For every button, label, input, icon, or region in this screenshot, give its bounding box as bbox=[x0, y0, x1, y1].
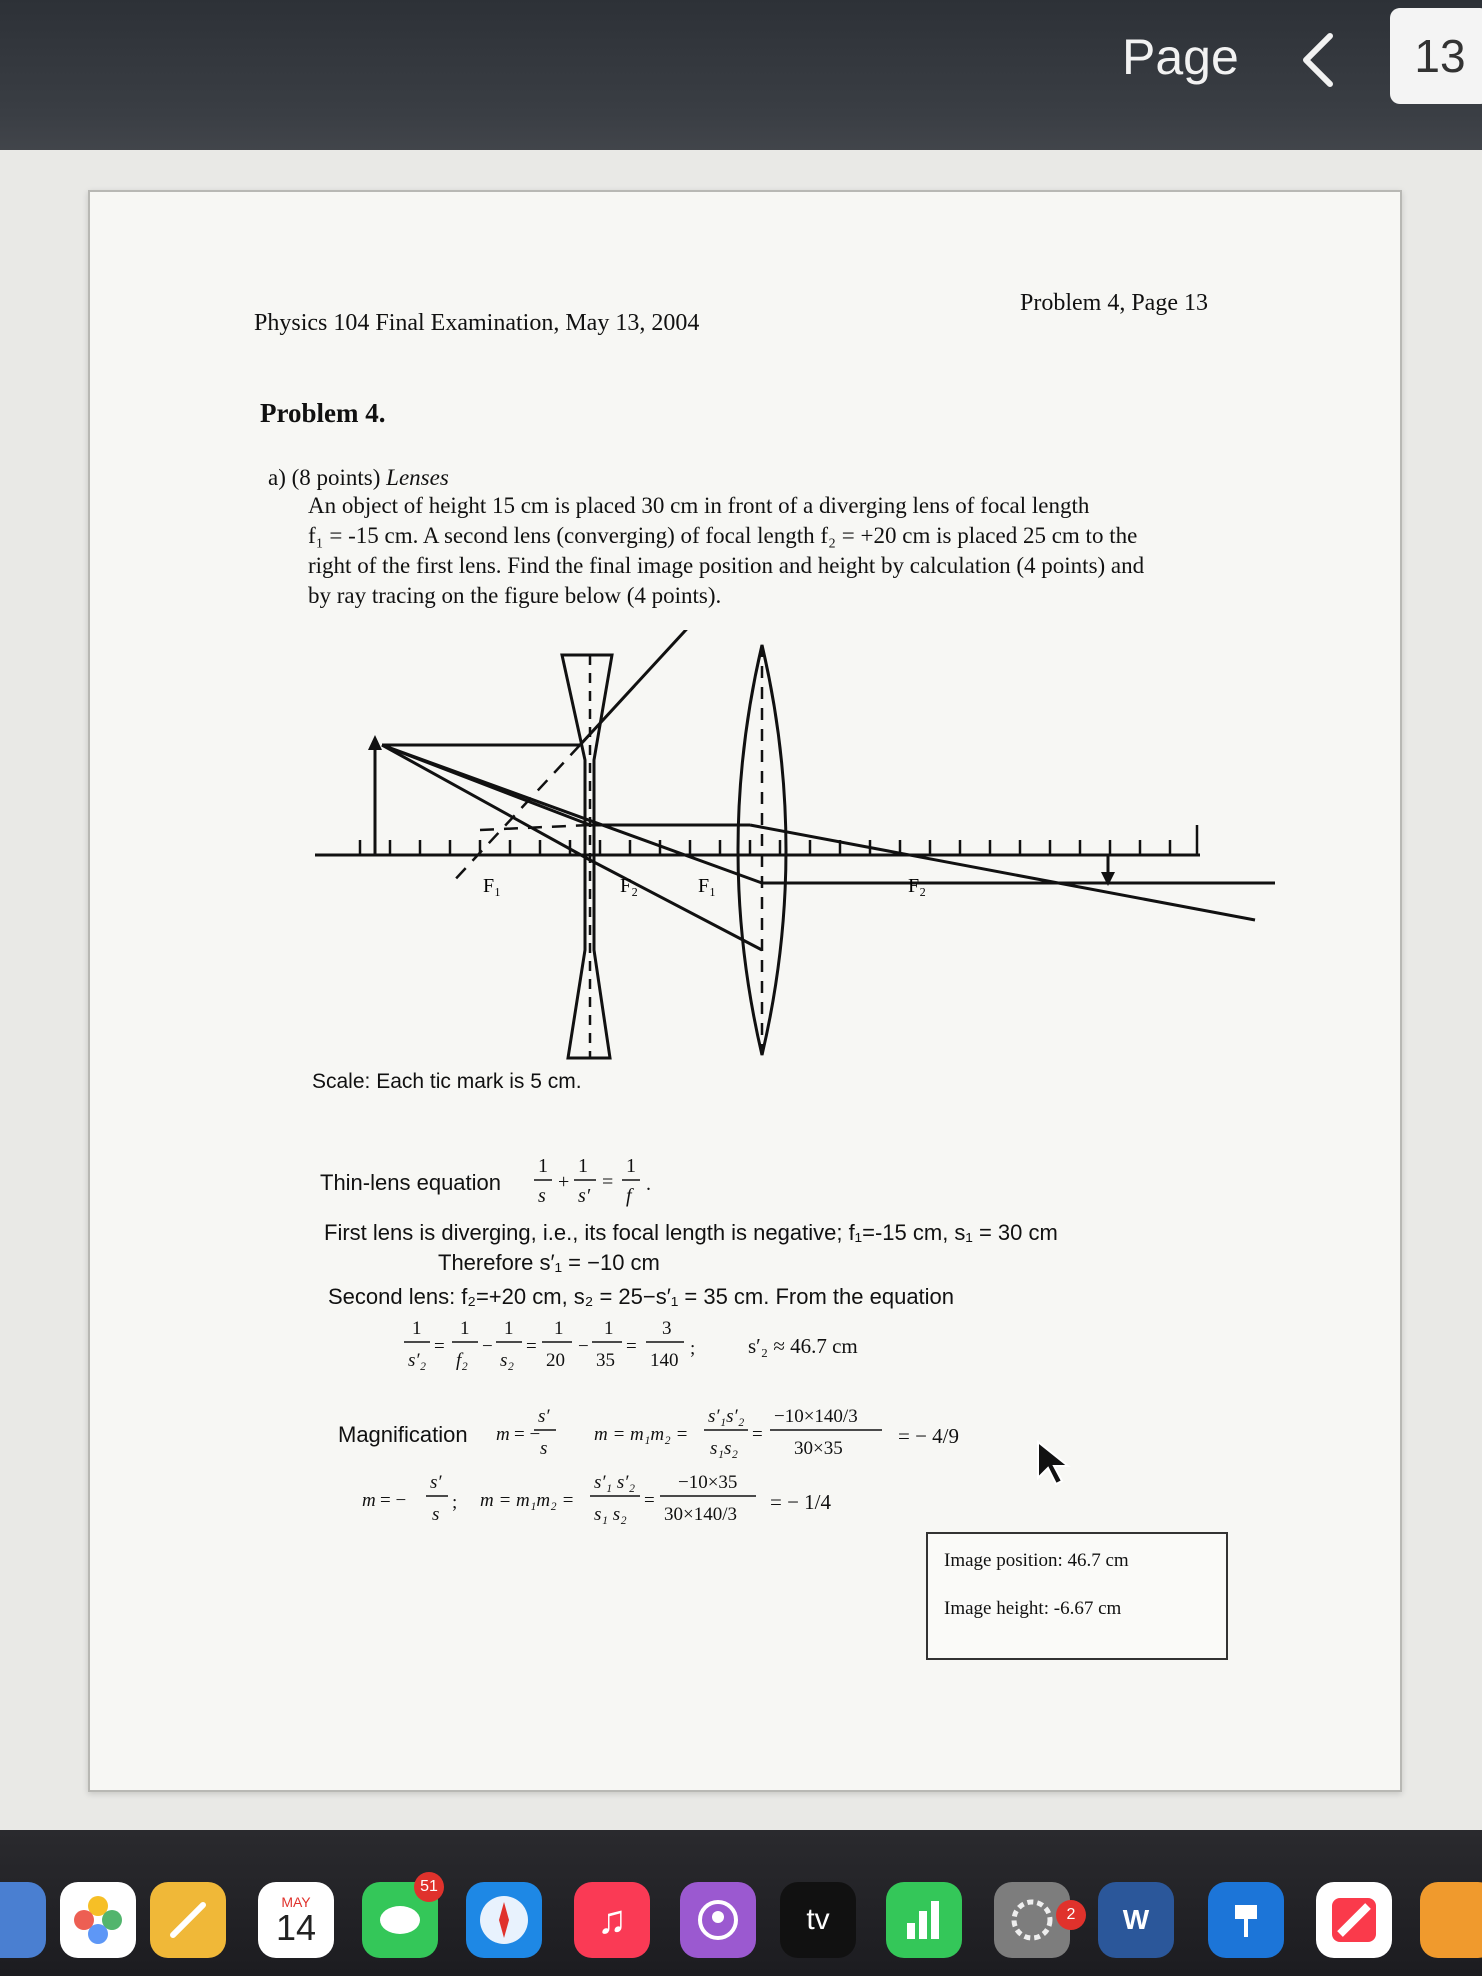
ray bbox=[750, 825, 1255, 920]
svg-text:s₂: s₂ bbox=[500, 1350, 514, 1371]
problem-line: by ray tracing on the figure below (4 points). bbox=[308, 583, 722, 608]
calendar-day: 14 bbox=[275, 1907, 317, 1948]
svg-text:140: 140 bbox=[650, 1350, 679, 1371]
svg-text:−10×35: −10×35 bbox=[678, 1472, 738, 1493]
ray bbox=[382, 745, 590, 860]
svg-text:=: = bbox=[434, 1336, 445, 1357]
svg-text:s: s bbox=[432, 1504, 440, 1525]
svg-text:s′: s′ bbox=[430, 1472, 442, 1493]
problem-title: Problem 4. bbox=[260, 398, 386, 428]
ray-tracing-figure bbox=[300, 630, 1280, 1070]
word-label: W bbox=[1122, 1904, 1150, 1935]
messages-badge: 51 bbox=[414, 1872, 444, 1902]
svg-text:.: . bbox=[646, 1173, 651, 1195]
svg-text:s′₁s′₂: s′₁s′₂ bbox=[708, 1406, 745, 1427]
svg-text:m = m₁m₂ =: m = m₁m₂ = bbox=[480, 1490, 575, 1511]
page-label: Page bbox=[1122, 29, 1239, 85]
object-arrowhead bbox=[368, 735, 382, 750]
image-distance-result: s′₂ ≈ 46.7 cm bbox=[748, 1334, 858, 1358]
svg-text:;: ; bbox=[452, 1492, 458, 1513]
pages-icon[interactable] bbox=[150, 1882, 226, 1958]
magnification-equation-2 bbox=[360, 1466, 820, 1532]
second-lens-line: Second lens: f₂=+20 cm, s₂ = 25−s′₁ = 35 cm. From the equation bbox=[328, 1284, 955, 1309]
svg-text:−10×140/3: −10×140/3 bbox=[774, 1406, 858, 1427]
svg-text:1: 1 bbox=[604, 1318, 614, 1339]
problem-line: f₁ = -15 cm. A second lens (converging) of focal length f₂ = +20 cm is placed 25 cm to the bbox=[308, 523, 1138, 548]
problem-line: right of the first lens. Find the final image position and height by calculation (4 points) and bbox=[308, 553, 1145, 578]
svg-text:m: m bbox=[362, 1490, 376, 1511]
notification-badge: 2 bbox=[1056, 1900, 1086, 1930]
svg-text:−: − bbox=[482, 1336, 493, 1357]
svg-text:=: = bbox=[626, 1336, 637, 1357]
svg-text:20: 20 bbox=[546, 1350, 565, 1371]
page-reference: Problem 4, Page 13 bbox=[1020, 290, 1208, 316]
focal-point-label: F₁ bbox=[483, 875, 502, 897]
svg-text:35: 35 bbox=[596, 1350, 615, 1371]
second-lens-equation bbox=[400, 1312, 720, 1378]
therefore-line: Therefore s′₁ = −10 cm bbox=[438, 1250, 660, 1275]
mouse-pointer-icon bbox=[1034, 1440, 1074, 1490]
photos-icon[interactable] bbox=[60, 1882, 136, 1958]
svg-text:s′: s′ bbox=[578, 1185, 591, 1207]
part-a-heading bbox=[268, 465, 449, 491]
svg-text:= −: = − bbox=[380, 1490, 407, 1511]
svg-text:;: ; bbox=[690, 1338, 696, 1359]
svg-text:s′: s′ bbox=[538, 1406, 550, 1427]
svg-text:1: 1 bbox=[412, 1318, 422, 1339]
chevron-left-icon[interactable] bbox=[1290, 30, 1350, 90]
part-a-label: a) (8 points) bbox=[268, 465, 381, 490]
svg-text:s₁s₂: s₁s₂ bbox=[710, 1438, 738, 1459]
magnification-result-2: = − 1/4 bbox=[770, 1490, 832, 1514]
scale-note: Scale: Each tic mark is 5 cm. bbox=[312, 1070, 582, 1093]
svg-text:m: m bbox=[496, 1424, 510, 1445]
first-lens-line: First lens is diverging, i.e., its focal length is negative; f₁=-15 cm, s₁ = 30 cm bbox=[324, 1220, 1058, 1245]
svg-text:s′₁ s′₂: s′₁ s′₂ bbox=[594, 1472, 636, 1493]
finder-icon[interactable] bbox=[0, 1882, 46, 1958]
podcasts-icon[interactable] bbox=[680, 1882, 756, 1958]
music-icon[interactable]: ♫ bbox=[574, 1882, 650, 1958]
exam-header: Physics 104 Final Examination, May 13, 2004 bbox=[254, 310, 700, 336]
image-position-answer: Image position: 46.7 cm bbox=[944, 1550, 1129, 1571]
svg-text:= −: = − bbox=[514, 1424, 541, 1445]
svg-text:1: 1 bbox=[504, 1318, 514, 1339]
news-icon[interactable] bbox=[1316, 1882, 1392, 1958]
svg-text:=: = bbox=[602, 1171, 614, 1193]
ray bbox=[382, 745, 762, 883]
svg-text:1: 1 bbox=[578, 1155, 588, 1177]
focal-point-label: F₂ bbox=[620, 875, 639, 897]
svg-text:=: = bbox=[644, 1490, 655, 1511]
safari-icon[interactable] bbox=[466, 1882, 542, 1958]
svg-text:+: + bbox=[558, 1171, 570, 1193]
svg-text:3: 3 bbox=[662, 1318, 672, 1339]
svg-text:1: 1 bbox=[626, 1155, 636, 1177]
svg-text:1: 1 bbox=[460, 1318, 470, 1339]
word-icon[interactable] bbox=[1098, 1882, 1174, 1958]
svg-text:=: = bbox=[752, 1424, 763, 1445]
svg-text:s: s bbox=[540, 1438, 548, 1459]
numbers-icon[interactable] bbox=[886, 1882, 962, 1958]
magnification-label: Magnification bbox=[338, 1422, 468, 1447]
svg-text:1: 1 bbox=[538, 1155, 548, 1177]
svg-text:30×35: 30×35 bbox=[794, 1438, 843, 1459]
keynote-icon[interactable] bbox=[1208, 1882, 1284, 1958]
answer-box bbox=[926, 1532, 1228, 1660]
problem-line: An object of height 15 cm is placed 30 cm in front of a diverging lens of focal length bbox=[308, 493, 1090, 518]
svg-text:1: 1 bbox=[554, 1318, 564, 1339]
svg-text:f: f bbox=[626, 1185, 632, 1207]
image-height-answer: Image height: -6.67 cm bbox=[944, 1598, 1122, 1619]
page-number-field[interactable]: 13 bbox=[1390, 8, 1482, 104]
svg-text:f₂: f₂ bbox=[456, 1350, 468, 1371]
apple-tv-icon[interactable] bbox=[780, 1882, 856, 1958]
magnification-result-1: = − 4/9 bbox=[898, 1424, 960, 1448]
svg-text:s: s bbox=[538, 1185, 546, 1207]
focal-point-label: F₂ bbox=[908, 875, 927, 897]
magnification-equation-1 bbox=[490, 1400, 910, 1466]
tv-label: tv bbox=[806, 1903, 830, 1936]
ray bbox=[580, 630, 695, 745]
svg-text:30×140/3: 30×140/3 bbox=[664, 1504, 737, 1525]
calendar-month: MAY bbox=[281, 1894, 311, 1910]
svg-text:−: − bbox=[578, 1336, 589, 1357]
thin-lens-equation bbox=[530, 1150, 660, 1212]
thin-lens-label: Thin-lens equation bbox=[320, 1170, 502, 1195]
focal-point-label: F₁ bbox=[698, 875, 717, 897]
svg-text:s₁ s₂: s₁ s₂ bbox=[594, 1504, 627, 1525]
books-icon[interactable] bbox=[1420, 1882, 1482, 1958]
calendar-icon[interactable] bbox=[258, 1882, 334, 1958]
svg-text:m = m₁m₂ =: m = m₁m₂ = bbox=[594, 1424, 689, 1445]
part-a-topic: Lenses bbox=[386, 465, 449, 490]
svg-text:s′₂: s′₂ bbox=[408, 1350, 427, 1371]
svg-text:=: = bbox=[526, 1336, 537, 1357]
